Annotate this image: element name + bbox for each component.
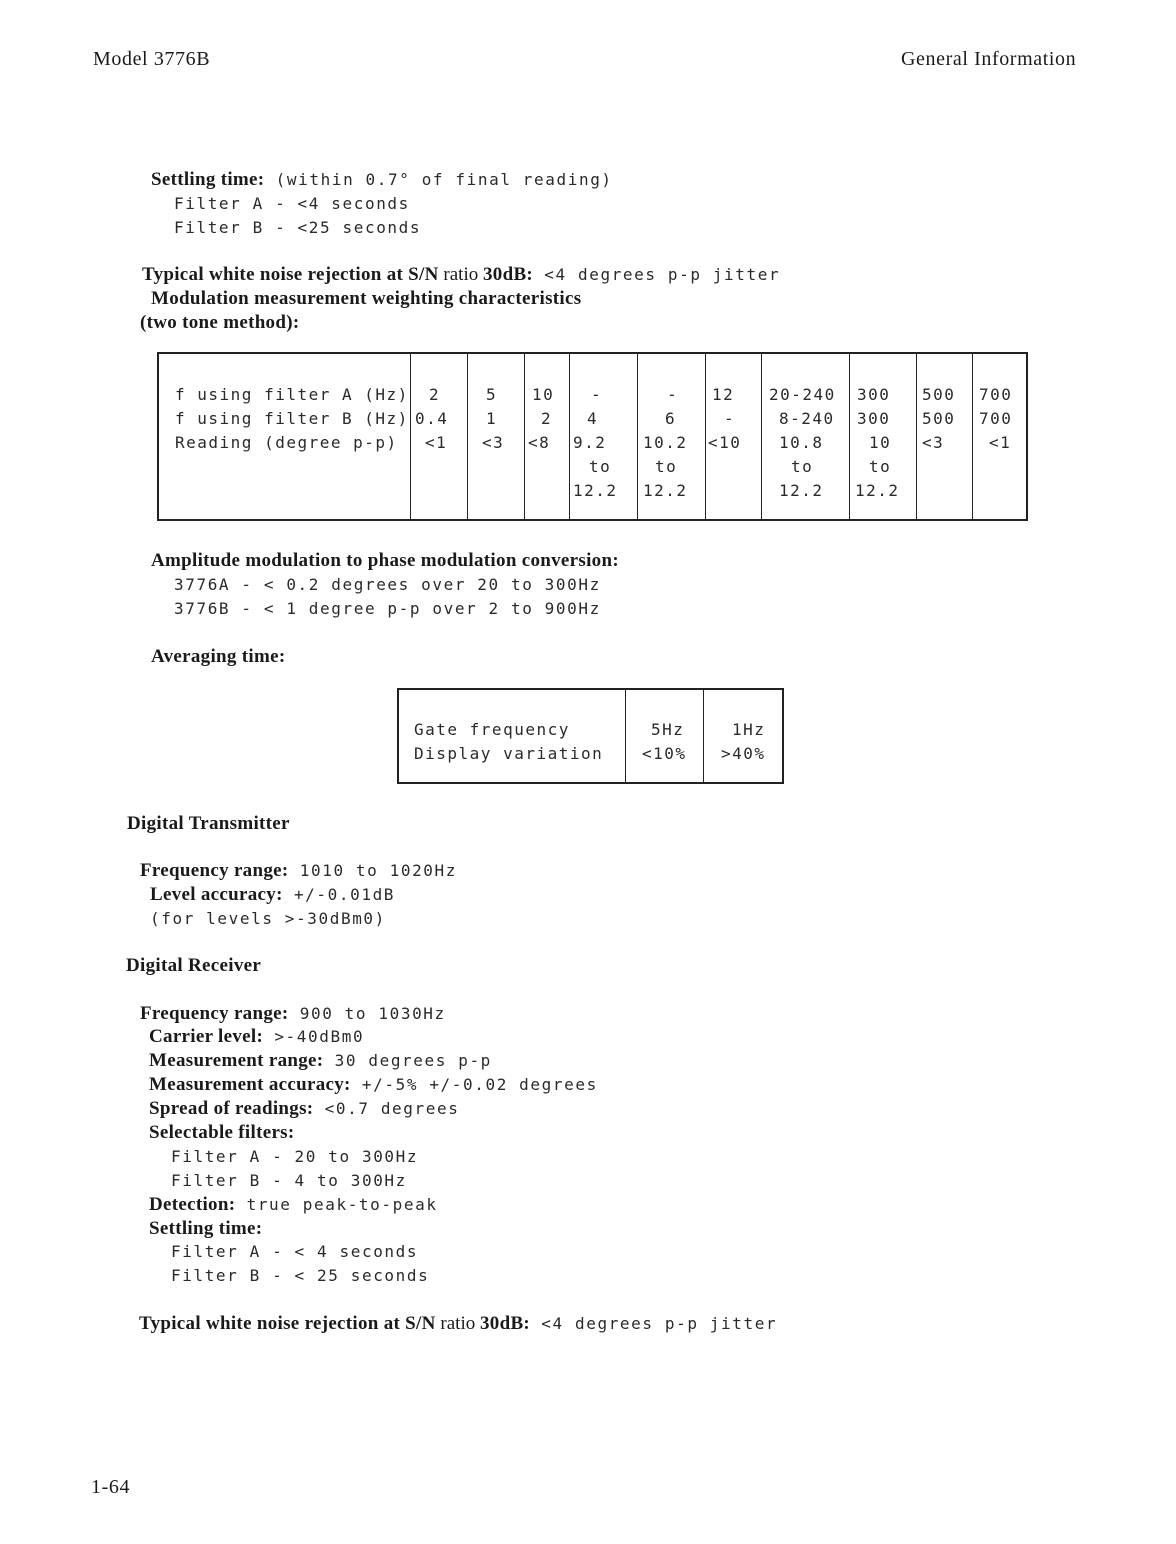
noise-rejection-label: Typical white noise rejection at S/N [142,264,439,285]
digital-transmitter-title: Digital Transmitter [127,813,290,834]
receiver-detection-gap [235,1195,246,1214]
table-cell: 300 [857,385,891,404]
transmitter-frequency-gap [289,861,300,880]
receiver-range-gap [323,1051,334,1070]
table-cell: 12 [712,385,735,404]
table-divider [467,354,468,519]
receiver-accuracy-gap [351,1075,362,1094]
table-cell: 12.2 [573,481,618,500]
modulation-weighting-title: Modulation measurement weighting characteristics [151,288,582,309]
table-cell: 8-240 [779,409,835,428]
receiver-spread-gap [313,1099,324,1118]
table-cell: <3 [922,433,945,452]
weighting-table [157,352,1028,521]
averaging-time-label: Averaging time: [151,646,286,667]
transmitter-frequency-line [140,859,457,883]
receiver-spread-label: Spread of readings: [149,1098,314,1119]
am-pm-3776a: 3776A - < 0.2 degrees over 20 to 300Hz [174,575,601,594]
table-divider [705,354,706,519]
settling-filter-b: Filter B - <25 seconds [174,218,422,237]
table-divider [524,354,525,519]
receiver-range-value: 30 degrees p-p [334,1051,492,1070]
table-cell: 5 [486,385,498,404]
modulation-method: (two tone method): [140,312,300,333]
table-divider [849,354,850,519]
table-cell: 10.8 [779,433,824,452]
settling-time-label: Settling time: [151,169,265,190]
table-cell: 6 [665,409,677,428]
transmitter-level-value: +/-0.01dB [293,885,396,904]
table-cell: 1 [486,409,498,428]
receiver-accuracy-label: Measurement accuracy: [149,1074,351,1095]
table-cell: 1Hz [732,720,766,739]
receiver-accuracy-line [149,1073,598,1097]
noise-rejection-db: 30dB: [482,264,534,285]
digital-receiver-title: Digital Receiver [126,955,262,976]
noise-rejection-line [142,263,780,287]
receiver-carrier-label: Carrier level: [149,1026,264,1047]
row-label-reading: Reading (degree p-p) [175,433,398,452]
row-label-filter-b: f using filter B (Hz) [175,409,409,428]
table-cell: 700 [979,385,1013,404]
transmitter-frequency-label: Frequency range: [140,860,289,881]
receiver-spread-line [149,1097,459,1121]
averaging-table [397,688,784,784]
receiver-detection-line [149,1193,438,1217]
receiver-range-line [149,1049,492,1073]
receiver-carrier-value: >-40dBm0 [274,1027,365,1046]
receiver-filter-a: Filter A - 20 to 300Hz [171,1147,419,1166]
receiver-detection-value: true peak-to-peak [246,1195,438,1214]
table-cell: to [869,457,892,476]
table-cell: to [655,457,678,476]
table-cell: 700 [979,409,1013,428]
table-cell: 10 [532,385,555,404]
table-cell: 9.2 [573,433,607,452]
table-divider [703,690,704,782]
table-cell: 4 [587,409,599,428]
transmitter-level-note: (for levels >-30dBm0) [150,909,386,928]
settling-filter-a: Filter A - <4 seconds [174,194,410,213]
table-divider [972,354,973,519]
table-cell: 0.4 [415,409,449,428]
transmitter-level-gap [283,885,294,904]
table-cell: - [724,409,736,428]
am-pm-3776b: 3776B - < 1 degree p-p over 2 to 900Hz [174,599,601,618]
table-cell: to [791,457,814,476]
table-cell: 5Hz [651,720,685,739]
table-divider [625,690,626,782]
table-cell: <1 [425,433,448,452]
receiver-carrier-line [149,1025,364,1049]
table-cell: <8 [528,433,551,452]
receiver-range-label: Measurement range: [149,1050,324,1071]
noise-rejection-value: <4 degrees p-p jitter [544,265,781,284]
receiver-filters-label: Selectable filters: [149,1122,295,1143]
table-cell: 500 [922,409,956,428]
table-cell: 2 [429,385,441,404]
table-cell: to [589,457,612,476]
receiver-carrier-gap [263,1027,274,1046]
receiver-noise-rejection-line [139,1312,777,1336]
page-number: 1-64 [91,1476,131,1498]
receiver-frequency-line [140,1002,446,1026]
table-cell: 12.2 [643,481,688,500]
table-cell: <10 [708,433,742,452]
table-cell: <1 [989,433,1012,452]
am-pm-conversion-label: Amplitude modulation to phase modulation conversion: [151,550,619,571]
receiver-frequency-value: 900 to 1030Hz [299,1004,446,1023]
table-divider [637,354,638,519]
noise-rejection-value-space [533,265,544,284]
table-cell: 500 [922,385,956,404]
receiver-accuracy-value: +/-5% +/-0.02 degrees [361,1075,598,1094]
table-cell: 12.2 [855,481,900,500]
receiver-spread-value: <0.7 degrees [324,1099,460,1118]
table-cell: >40% [721,744,766,763]
noise-rejection-ratio: ratio [438,264,483,285]
table-divider [410,354,411,519]
receiver-noise-rejection-label: Typical white noise rejection at S/N [139,1313,436,1334]
table-cell: 10 [869,433,892,452]
receiver-frequency-gap [289,1004,300,1023]
transmitter-level-label: Level accuracy: [150,884,283,905]
table-cell: <3 [482,433,505,452]
receiver-settling-label: Settling time: [149,1218,263,1239]
receiver-noise-rejection-gap [530,1314,541,1333]
table-cell: - [591,385,603,404]
receiver-frequency-label: Frequency range: [140,1003,289,1024]
row-label-filter-a: f using filter A (Hz) [175,385,409,404]
table-cell: 20-240 [769,385,836,404]
receiver-detection-label: Detection: [149,1194,236,1215]
transmitter-frequency-value: 1010 to 1020Hz [299,861,458,880]
table-cell: 12.2 [779,481,824,500]
settling-time-line [151,168,613,192]
receiver-settling-a: Filter A - < 4 seconds [171,1242,419,1261]
table-cell: 300 [857,409,891,428]
table-divider [569,354,570,519]
table-cell: 10.2 [643,433,688,452]
receiver-noise-rejection-ratio: ratio [435,1313,480,1334]
settling-time-value [264,170,275,189]
receiver-noise-rejection-value: <4 degrees p-p jitter [541,1314,778,1333]
receiver-settling-b: Filter B - < 25 seconds [171,1266,430,1285]
gate-frequency-label: Gate frequency [414,720,570,739]
receiver-filter-b: Filter B - 4 to 300Hz [171,1171,407,1190]
table-cell: 2 [541,409,553,428]
header-section: General Information [901,48,1077,70]
header-model: Model 3776B [93,48,211,70]
table-divider [916,354,917,519]
settling-time-condition: (within 0.7° of final reading) [275,170,613,189]
table-cell: - [667,385,679,404]
display-variation-label: Display variation [414,744,604,763]
table-cell: <10% [642,744,687,763]
transmitter-level-line [150,883,395,907]
receiver-noise-rejection-db: 30dB: [479,1313,531,1334]
table-divider [761,354,762,519]
